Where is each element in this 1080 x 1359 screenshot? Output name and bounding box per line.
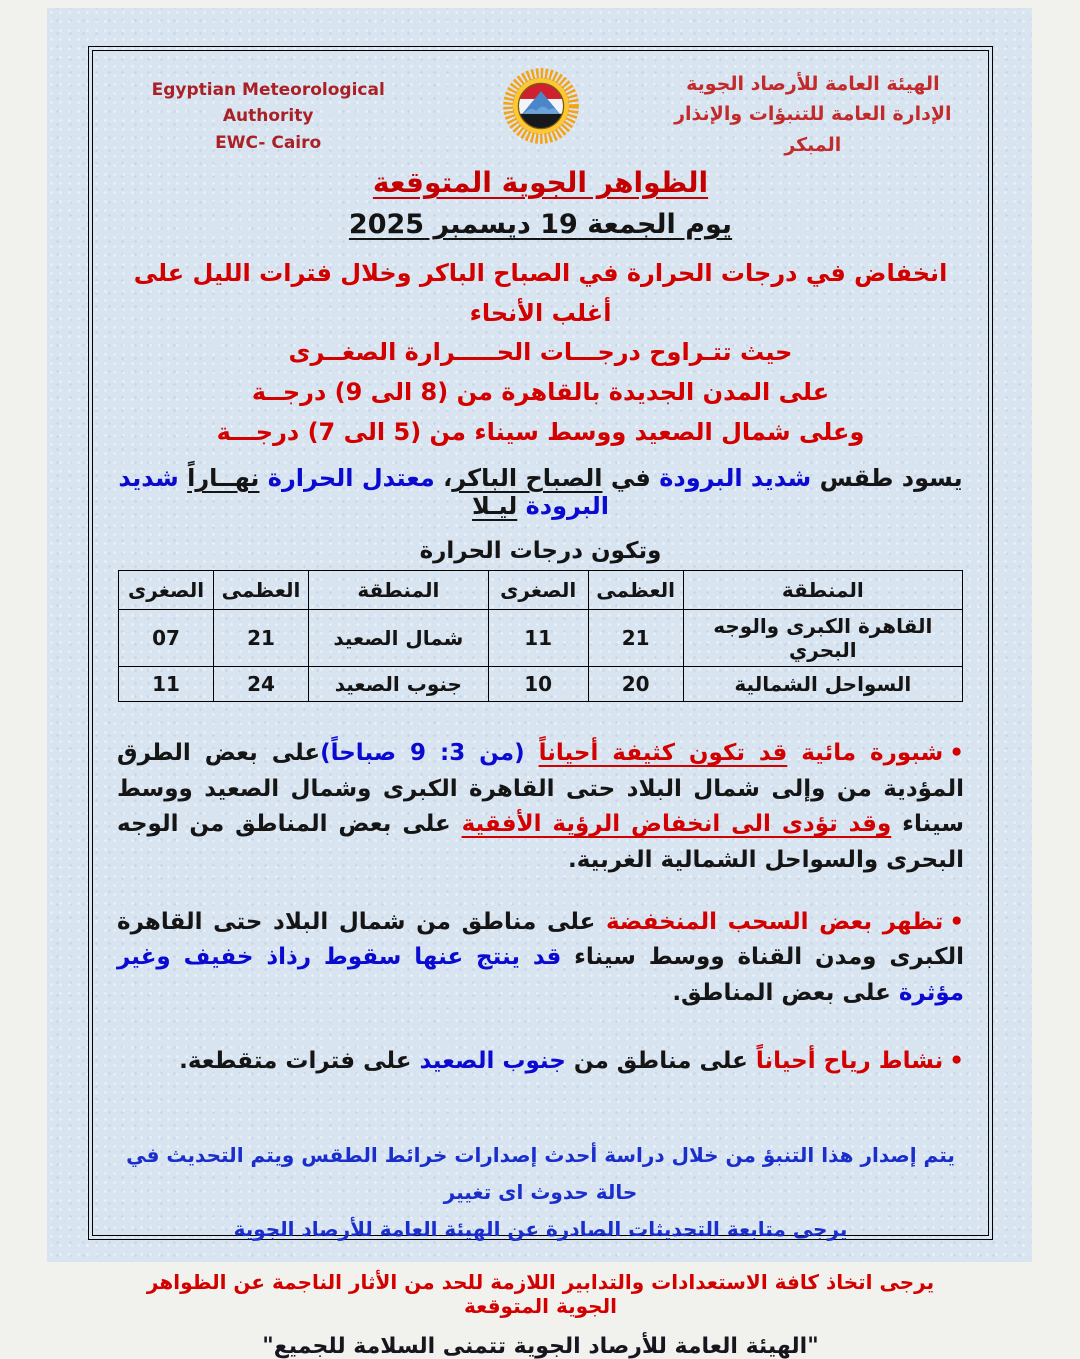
header — [115, 69, 966, 160]
closing-line: "الهيئة العامة للأرصاد الجوية تتمنى السلامة للجميع" — [262, 1334, 819, 1359]
org-name-english — [115, 69, 421, 156]
bullet-icon: • — [949, 908, 965, 935]
bullet-winds — [117, 1044, 964, 1080]
text-segment: على بعض الطرق المؤدية من وإلى شمال البلاد حتى القاهرة الكبرى وشمال الصعيد ووسط سيناء — [117, 740, 964, 838]
intro-line: على المدن الجديدة بالقاهرة من (8 الى 9) درجــة — [251, 377, 830, 406]
text-segment: معتدل الحرارة — [259, 464, 435, 493]
bullet-text — [179, 1048, 943, 1074]
text-segment: على مناطق من شمال البلاد حتى القاهرة الكبرى ومدن القناة ووسط سيناء — [117, 908, 965, 971]
region-cell: السواحل الشمالية — [683, 667, 962, 702]
max-temp-cell: 24 — [214, 667, 309, 702]
table-row — [119, 667, 963, 702]
text-segment: قد تكون كثيفة أحياناً — [538, 740, 788, 767]
text-segment: على بعض المناطق من الوجه البحرى والسواحل الشمالية الغربية. — [117, 811, 964, 874]
text-segment — [525, 740, 539, 766]
text-segment: في — [602, 464, 660, 493]
header-max: العظمى — [214, 571, 309, 610]
header-max: العظمى — [588, 571, 683, 610]
header-region: المنطقة — [683, 571, 962, 610]
header-region: المنطقة — [308, 571, 488, 610]
min-temp-cell: 10 — [488, 667, 588, 702]
bullet-icon: • — [949, 1047, 964, 1074]
org-name-arabic — [660, 69, 966, 160]
intro-paragraph — [115, 254, 966, 452]
max-temp-cell: 21 — [214, 610, 309, 667]
document-frame — [88, 46, 993, 1359]
bullet-fog — [117, 736, 964, 879]
text-segment: ، — [434, 464, 453, 493]
precaution-line: يرجى اتخاذ كافة الاستعدادات والتدابير اللازمة للحد من الأثار الناجمة عن الظواهر الجوية المتوقعة — [146, 1270, 935, 1319]
page-title: الظواهر الجوية المتوقعة — [372, 166, 709, 200]
bullet-icon: • — [949, 740, 964, 767]
temperature-table — [118, 570, 963, 702]
min-temp-cell: 11 — [119, 667, 214, 702]
update-line1: يتم إصدار هذا التنبؤ من خلال دراسة أحدث إصدارات خرائط الطقس ويتم التحديث في حالة حدوث اى تغيير — [126, 1143, 955, 1205]
max-temp-cell: 20 — [588, 667, 683, 702]
date-line: يوم الجمعة 19 ديسمبر 2025 — [348, 209, 733, 241]
text-segment: على مناطق من — [565, 1047, 756, 1074]
text-segment: على فترات متقطعة. — [179, 1047, 420, 1074]
text-segment: تظهر بعض السحب المنخفضة — [605, 908, 944, 935]
weather-summary-line — [115, 464, 966, 520]
bullet-clouds — [117, 905, 964, 1012]
update-line2: يرجى متابعة التحديثات الصادرة عن الهيئة العامة للأرصاد الجوية — [233, 1217, 848, 1242]
text-segment: يسود طقس — [811, 464, 963, 493]
text-segment: جنوب الصعيد — [419, 1047, 566, 1074]
ema-logo-icon — [502, 67, 580, 145]
text-segment: وقد تؤدى الى انخفاض الرؤية الأفقية — [461, 811, 892, 838]
region-cell: جنوب الصعيد — [308, 667, 488, 702]
header-min: الصغرى — [488, 571, 588, 610]
region-cell: شمال الصعيد — [308, 610, 488, 667]
text-segment: شديد البرودة — [659, 464, 812, 493]
max-temp-cell: 21 — [588, 610, 683, 667]
table-caption: وتكون درجات الحرارة — [419, 538, 662, 565]
org-ar-line2: الإدارة العامة للتنبؤات والإنذار المبكر — [674, 103, 952, 156]
text-segment: ليـلا — [472, 492, 518, 521]
text-segment: نشاط رياح أحياناً — [755, 1047, 944, 1074]
intro-line: انخفاض في درجات الحرارة في الصباح الباكر وخلال فترات الليل على أغلب الأنحاء — [133, 259, 948, 327]
min-temp-cell: 11 — [488, 610, 588, 667]
text-segment: نهــاراً — [187, 464, 260, 493]
text-segment — [179, 464, 187, 492]
bullet-text — [117, 909, 964, 1006]
min-temp-cell: 07 — [119, 610, 214, 667]
intro-line: حيث تتـراوح درجـــات الحـــــرارة الصغــرى — [288, 338, 793, 367]
org-en-line1: Egyptian Meteorological Authority — [151, 80, 385, 127]
text-segment: قد ينتج عنها سقوط رذاذ خفيف وغير مؤثرة — [117, 944, 964, 1006]
region-cell: القاهرة الكبرى والوجه البحري — [683, 610, 962, 667]
text-segment: الصباح الباكر — [452, 464, 603, 493]
org-en-line2: EWC- Cairo — [215, 132, 322, 153]
text-segment: (من 3: 9 صباحاً) — [320, 740, 525, 767]
table-row — [119, 610, 963, 667]
org-ar-line1: الهيئة العامة للأرصاد الجوية — [686, 73, 940, 95]
update-notice — [115, 1137, 966, 1248]
bullet-text — [117, 740, 964, 873]
text-segment: على بعض المناطق. — [672, 979, 899, 1006]
header-min: الصغرى — [119, 571, 214, 610]
text-segment: شبورة مائية — [787, 740, 944, 767]
text-segment: شديد البرودة — [118, 464, 609, 521]
intro-line: وعلى شمال الصعيد ووسط سيناء من (5 الى 7) درجـــة — [216, 417, 865, 446]
table-header-row — [119, 571, 963, 610]
document-frame-inner — [92, 50, 989, 1359]
